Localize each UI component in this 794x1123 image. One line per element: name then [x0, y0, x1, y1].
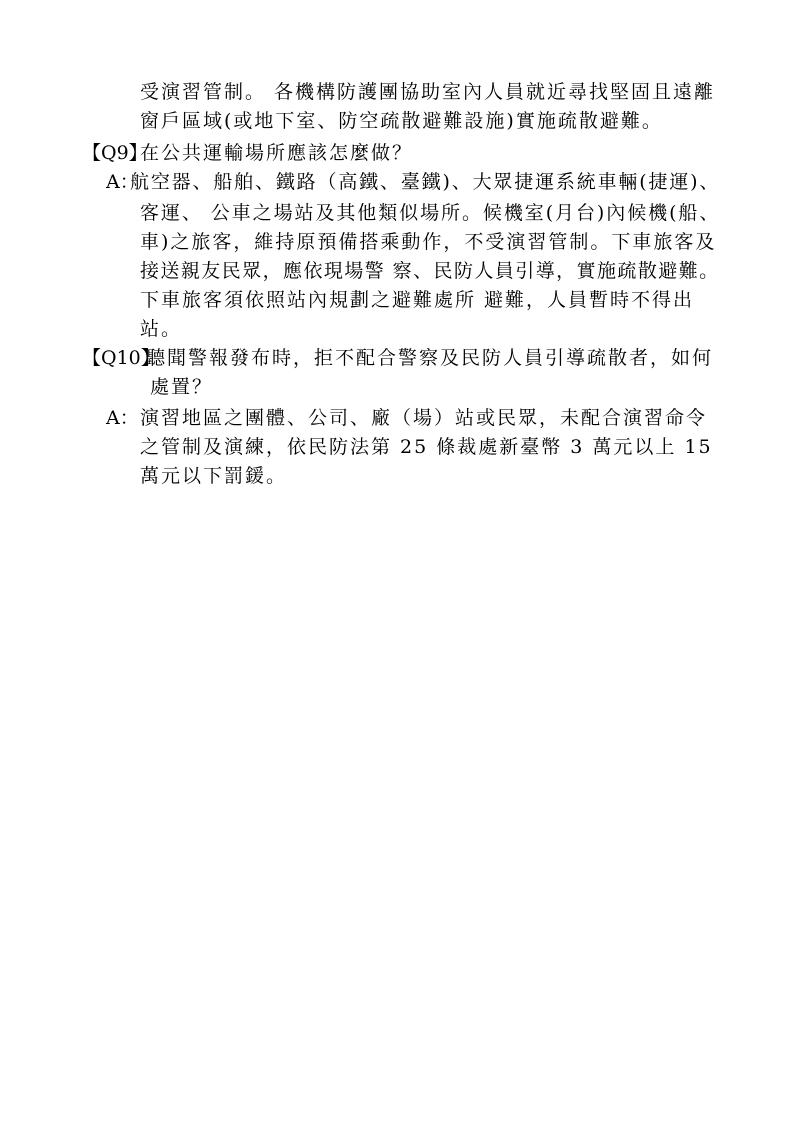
q10-question-line-2: 處置？ — [150, 376, 214, 398]
q9-question: 在公共運輸場所應該怎麼做？ — [140, 142, 414, 164]
q10-answer-marker: A： — [106, 407, 139, 429]
q9-answer-line-5: 下車旅客須依照站內規劃之避難處所 避難，人員暫時不得出 — [140, 289, 695, 311]
q10-answer-line-2: 之管制及演練，依民防法第 25 條裁處新臺幣 3 萬元以上 15 — [140, 436, 713, 458]
q9-answer-line-2: 客運、 公車之場站及其他類似場所。候機室(月台)內候機(船、 — [140, 202, 721, 224]
q10-answer-line-1: 演習地區之團體、公司、廠（場）站或民眾，未配合演習命令 — [140, 407, 708, 429]
q10-question-line-1: 聽聞警報發布時，拒不配合警察及民防人員引導疏散者，如何 — [146, 347, 714, 369]
q9-answer-marker: A： — [106, 171, 139, 193]
q9-answer-line-4: 接送親友民眾，應依現場警 察、民防人員引導，實施疏散避難。 — [140, 260, 720, 282]
q10-answer-line-3: 萬元以下罰鍰。 — [140, 465, 288, 487]
q9-answer-line-3: 車)之旅客，維持原預備搭乘動作，不受演習管制。下車旅客及 — [140, 231, 717, 253]
q9-answer-line-6: 站。 — [140, 318, 183, 340]
continuation-line-2: 窗戶區域(或地下室、防空疏散避難設施)實施疏散避難。 — [140, 110, 663, 132]
q10-marker: 【Q10】 — [82, 347, 160, 369]
q9-marker: 【Q9】 — [82, 142, 148, 164]
q9-answer-line-1: 航空器、船舶、鐵路（高鐵、臺鐵)、大眾捷運系統車輛(捷運)、 — [130, 171, 721, 193]
continuation-line-1: 受演習管制。 各機構防護團協助室內人員就近尋找堅固且遠離 — [140, 81, 716, 103]
